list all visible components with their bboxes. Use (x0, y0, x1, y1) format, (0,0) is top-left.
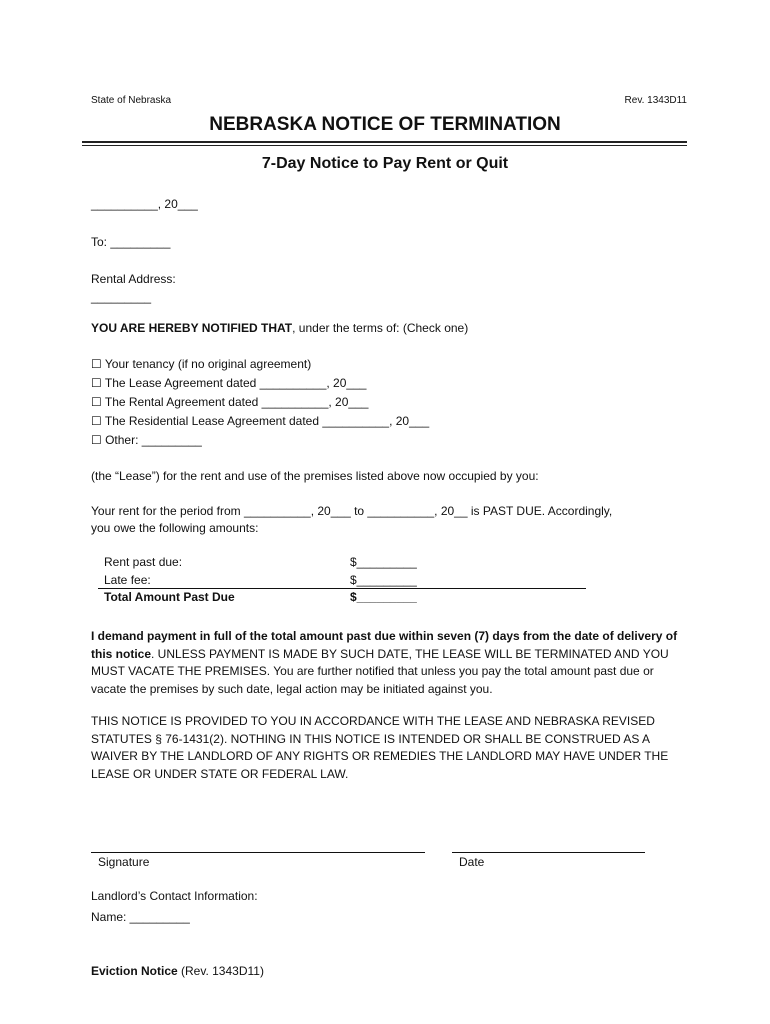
notified-bold: YOU ARE HEREBY NOTIFIED THAT (91, 321, 293, 335)
footer-rest: (Rev. 1343D11) (177, 964, 264, 978)
title-rule-thick (82, 141, 687, 143)
header-state: State of Nebraska (91, 95, 172, 106)
demand-rest: . UNLESS PAYMENT IS MADE BY SUCH DATE, THE LEASE WILL BE TERMINATED AND YOU MUST VACATE THE PREMISES. You are further notified that unless you pay the total amount past due or vacate the premises by such date, legal action may be initiated against you. (91, 646, 669, 696)
date-label: Date (459, 855, 485, 869)
rental-address-blank: _________ (91, 290, 152, 304)
total-past-due-value: $_________ (350, 590, 417, 604)
option-tenancy[interactable]: ☐ Your tenancy (if no original agreement) (91, 357, 312, 371)
demand-paragraph (91, 628, 691, 698)
document-subtitle: 7-Day Notice to Pay Rent or Quit (261, 155, 509, 172)
notified-statement (91, 320, 468, 337)
period-line-1: Your rent for the period from __________, 20___ to __________, 20__ is PAST DUE. Accordingly, (91, 504, 613, 518)
header-revision: Rev. 1343D11 (624, 95, 687, 106)
rent-past-due-label: Rent past due: (104, 555, 183, 569)
late-fee-label: Late fee: (104, 573, 151, 587)
date-line: __________, 20___ (91, 197, 198, 211)
option-rental-agreement[interactable]: ☐ The Rental Agreement dated __________, 20___ (91, 395, 369, 409)
to-line: To: _________ (91, 235, 171, 249)
contact-label: Landlord’s Contact Information: (91, 889, 258, 903)
footer-bold: Eviction Notice (91, 964, 178, 978)
document-title: NEBRASKA NOTICE OF TERMINATION (209, 114, 561, 135)
signature-line[interactable] (91, 852, 425, 853)
statute-paragraph: THIS NOTICE IS PROVIDED TO YOU IN ACCORDANCE WITH THE LEASE AND NEBRASKA REVISED STATUTES § 76-1431(2). NOTHING IN THIS NOTICE IS INTENDED OR SHALL BE CONSTRUED AS A WAIVER BY THE LANDLORD OF ANY RIGHTS OR REMEDIES THE LANDLORD MAY HAVE UNDER THE LEASE OR UNDER STATE OR FEDERAL LAW. (91, 714, 669, 781)
total-past-due-label: Total Amount Past Due (104, 590, 235, 604)
rent-past-due-value: $_________ (350, 555, 417, 569)
period-line-2: you owe the following amounts: (91, 521, 259, 535)
lease-sentence: (the “Lease”) for the rent and use of the premises listed above now occupied by you: (91, 469, 539, 483)
rental-address-label: Rental Address: (91, 272, 176, 286)
option-other[interactable]: ☐ Other: _________ (91, 433, 202, 447)
signature-label: Signature (98, 855, 150, 869)
name-line: Name: _________ (91, 910, 190, 924)
option-residential-lease[interactable]: ☐ The Residential Lease Agreement dated __________, 20___ (91, 414, 430, 428)
demand-bold: I demand payment in full of the total amount past due within seven (7) days from the date of delivery of this notice (91, 629, 678, 661)
notified-rest: , under the terms of: (Check one) (292, 321, 469, 335)
date-signature-line[interactable] (452, 852, 645, 853)
option-lease-agreement[interactable]: ☐ The Lease Agreement dated __________, 20___ (91, 376, 367, 390)
footer (91, 963, 264, 980)
late-fee-value: $_________ (350, 573, 417, 587)
title-rule-thin (82, 145, 687, 146)
